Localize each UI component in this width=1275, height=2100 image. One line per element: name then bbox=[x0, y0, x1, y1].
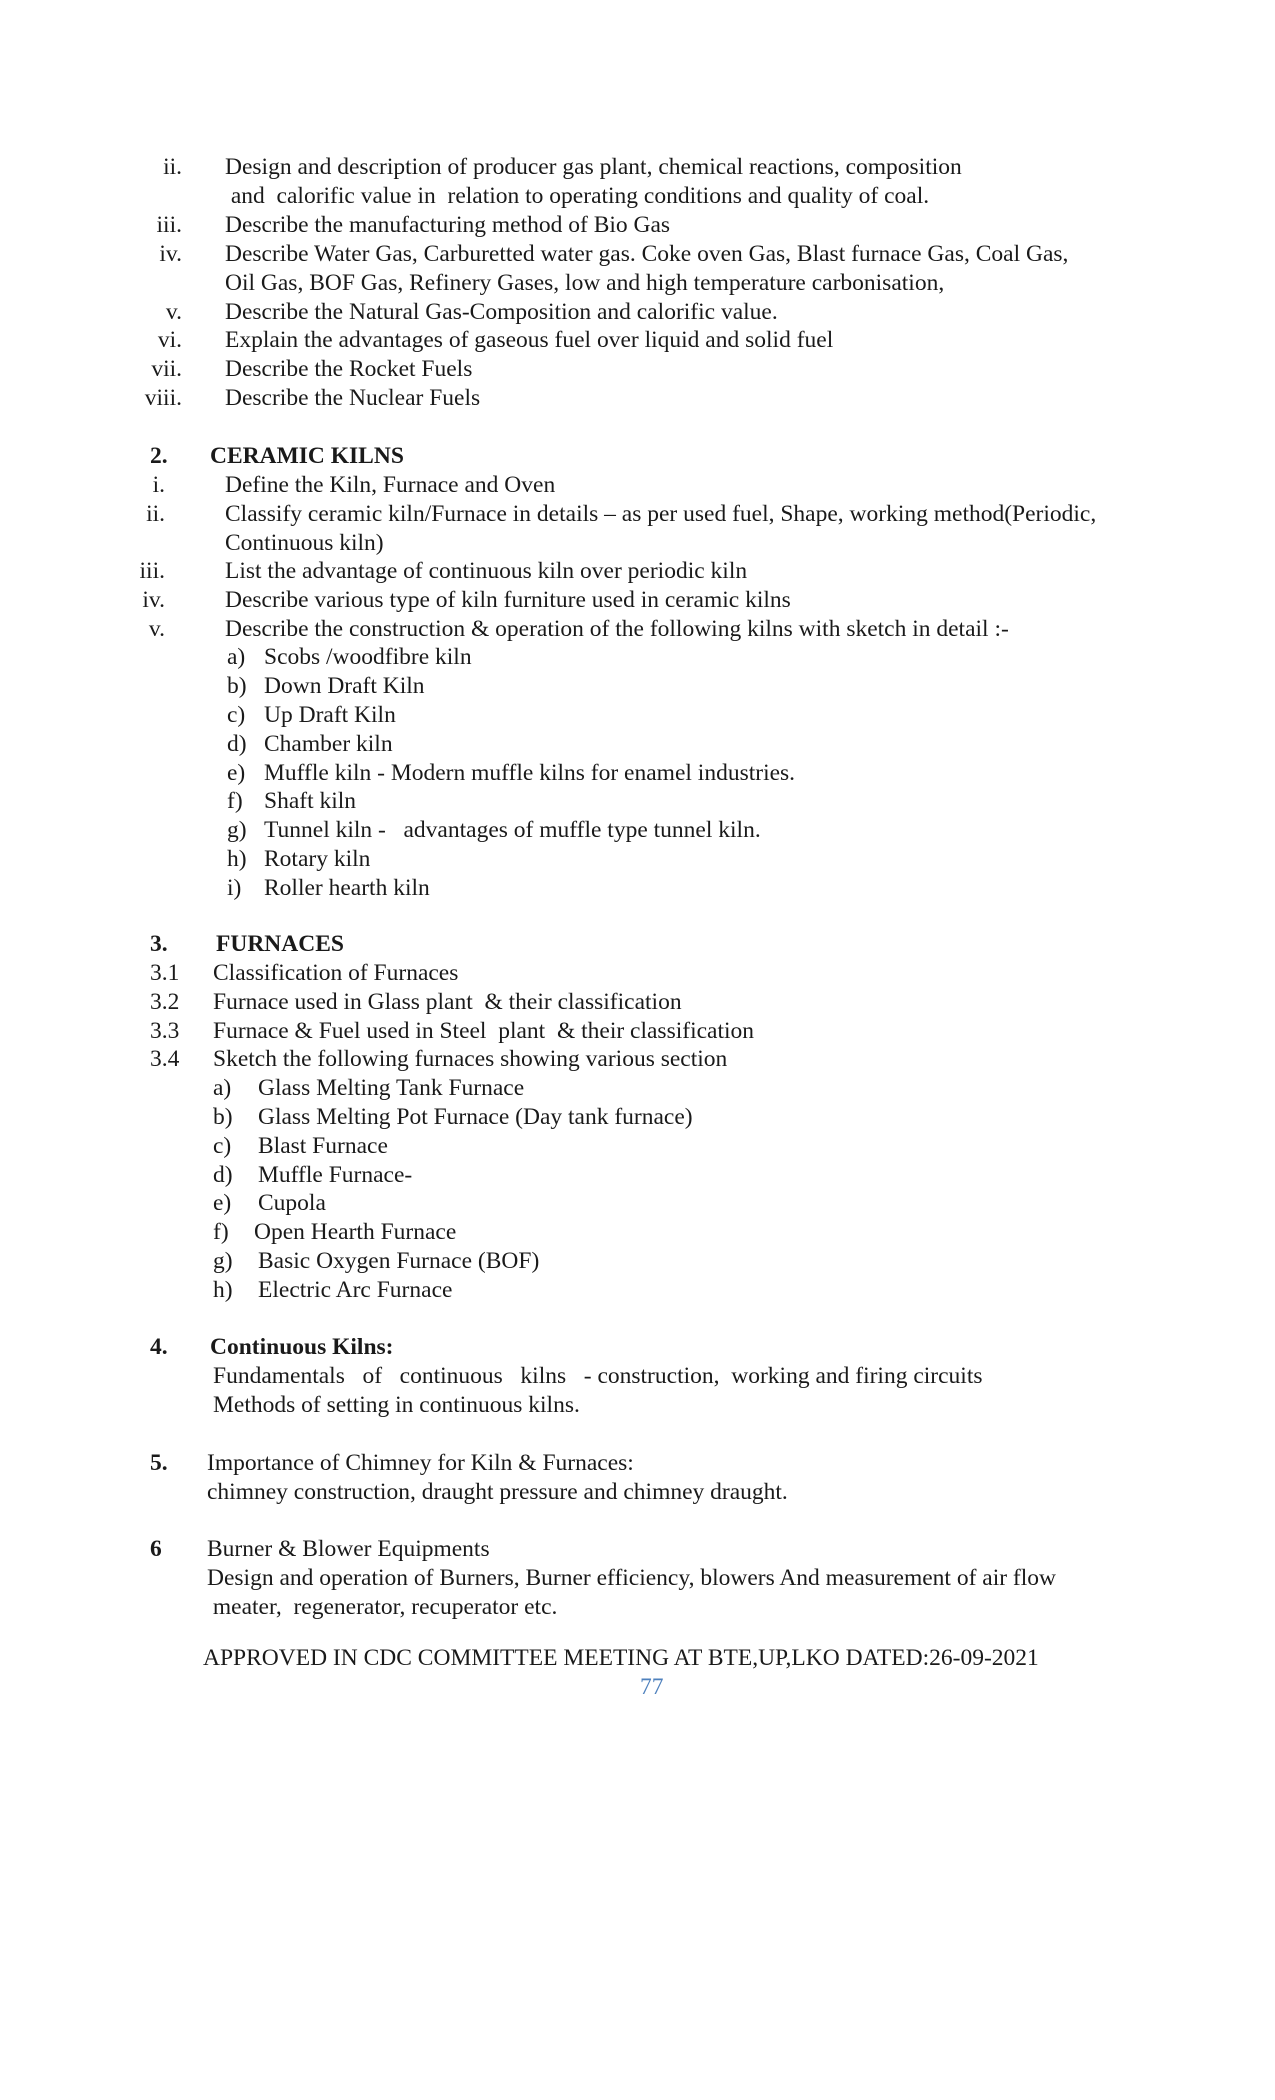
page-number: 77 bbox=[640, 1674, 664, 1700]
sub-item-text: Roller hearth kiln bbox=[264, 875, 430, 901]
section-body-text: chimney construction, draught pressure and chimney draught. bbox=[207, 1479, 788, 1505]
sub-item-label: e) bbox=[227, 760, 246, 786]
sub-item-label: g) bbox=[213, 1248, 233, 1274]
list-number: iv. bbox=[142, 587, 165, 613]
sub-item-text: Down Draft Kiln bbox=[264, 673, 425, 699]
list-number: 3.4 bbox=[150, 1046, 180, 1072]
sub-item-label: h) bbox=[213, 1277, 233, 1303]
sub-item-label: c) bbox=[227, 702, 246, 728]
list-number: v. bbox=[165, 299, 182, 325]
section-heading: Continuous Kilns: bbox=[210, 1334, 394, 1360]
sub-item-label: i) bbox=[227, 875, 242, 901]
section-number: 6 bbox=[150, 1536, 162, 1562]
list-item-text: Sketch the following furnaces showing various section bbox=[213, 1046, 728, 1072]
list-number: 3.3 bbox=[150, 1018, 180, 1044]
list-number: vi. bbox=[157, 327, 182, 353]
list-item-text: Describe various type of kiln furniture used in ceramic kilns bbox=[225, 587, 791, 613]
list-item-text: and calorific value in relation to operating conditions and quality of coal. bbox=[225, 183, 930, 209]
section-heading: FURNACES bbox=[216, 931, 344, 957]
list-item-text: Describe the Rocket Fuels bbox=[225, 356, 473, 382]
list-item-text: Describe the Natural Gas-Composition and calorific value. bbox=[225, 299, 778, 325]
section-body-text: Fundamentals of continuous kilns - construction, working and firing circuits bbox=[213, 1363, 983, 1389]
sub-item-label: b) bbox=[213, 1104, 233, 1130]
sub-item-text: Up Draft Kiln bbox=[264, 702, 396, 728]
sub-item-text: Shaft kiln bbox=[264, 788, 357, 814]
sub-item-label: d) bbox=[227, 731, 247, 757]
section-number: 4. bbox=[150, 1334, 168, 1360]
list-number: iii. bbox=[139, 558, 165, 584]
sub-item-text: Blast Furnace bbox=[258, 1133, 388, 1159]
list-item-text: Oil Gas, BOF Gas, Refinery Gases, low and high temperature carbonisation, bbox=[225, 270, 945, 296]
section-heading: CERAMIC KILNS bbox=[210, 443, 404, 469]
sub-item-text: Open Hearth Furnace bbox=[254, 1219, 457, 1245]
section-heading: Importance of Chimney for Kiln & Furnaces: bbox=[207, 1450, 634, 1476]
list-item-text: Furnace used in Glass plant & their classification bbox=[213, 989, 682, 1015]
list-number: 3.2 bbox=[150, 989, 180, 1015]
section-body-text: Methods of setting in continuous kilns. bbox=[213, 1392, 580, 1418]
sub-item-label: d) bbox=[213, 1162, 233, 1188]
sub-item-text: Muffle Furnace- bbox=[258, 1162, 413, 1188]
section-heading: Burner & Blower Equipments bbox=[207, 1536, 490, 1562]
sub-item-text: Glass Melting Tank Furnace bbox=[258, 1075, 525, 1101]
list-item-text: Explain the advantages of gaseous fuel over liquid and solid fuel bbox=[225, 327, 834, 353]
section-number: 3. bbox=[150, 931, 168, 957]
section-body-text: Design and operation of Burners, Burner efficiency, blowers And measurement of air flow bbox=[207, 1565, 1057, 1591]
list-item-text: Continuous kiln) bbox=[225, 530, 384, 556]
sub-item-text: Chamber kiln bbox=[264, 731, 393, 757]
list-number: iv. bbox=[159, 241, 182, 267]
list-item-text: Describe the manufacturing method of Bio Gas bbox=[225, 212, 671, 238]
sub-item-text: Muffle kiln - Modern muffle kilns for enamel industries. bbox=[264, 760, 796, 786]
list-number: 3.1 bbox=[150, 960, 180, 986]
sub-item-text: Electric Arc Furnace bbox=[258, 1277, 453, 1303]
sub-item-text: Rotary kiln bbox=[264, 846, 371, 872]
sub-item-text: Tunnel kiln - advantages of muffle type tunnel kiln. bbox=[264, 817, 761, 843]
list-number: vii. bbox=[151, 356, 182, 382]
section-number: 2. bbox=[150, 443, 168, 469]
list-number: viii. bbox=[144, 385, 182, 411]
sub-item-label: h) bbox=[227, 846, 247, 872]
sub-item-label: a) bbox=[227, 644, 246, 670]
section-number: 5. bbox=[150, 1450, 168, 1476]
sub-item-label: e) bbox=[213, 1190, 232, 1216]
list-item-text: List the advantage of continuous kiln over periodic kiln bbox=[225, 558, 748, 584]
list-item-text: Design and description of producer gas plant, chemical reactions, composition bbox=[225, 154, 962, 180]
list-item-text: Describe the Nuclear Fuels bbox=[225, 385, 481, 411]
list-item-text: Furnace & Fuel used in Steel plant & their classification bbox=[213, 1018, 755, 1044]
sub-item-text: Scobs /woodfibre kiln bbox=[264, 644, 472, 670]
list-item-text: Define the Kiln, Furnace and Oven bbox=[225, 472, 556, 498]
approval-footer: APPROVED IN CDC COMMITTEE MEETING AT BTE,UP,LKO DATED:26-09-2021 bbox=[203, 1645, 1039, 1671]
list-item-text: Classify ceramic kiln/Furnace in details – as per used fuel, Shape, working method(Periodic, bbox=[225, 501, 1097, 527]
list-item-text: Classification of Furnaces bbox=[213, 960, 459, 986]
list-number: v. bbox=[148, 616, 165, 642]
sub-item-label: c) bbox=[213, 1133, 232, 1159]
list-number: i. bbox=[152, 472, 165, 498]
sub-item-text: Cupola bbox=[258, 1190, 326, 1216]
sub-item-text: Glass Melting Pot Furnace (Day tank furnace) bbox=[258, 1104, 693, 1130]
sub-item-label: a) bbox=[213, 1075, 232, 1101]
sub-item-label: b) bbox=[227, 673, 247, 699]
sub-item-label: f) bbox=[227, 788, 243, 814]
sub-item-text: Basic Oxygen Furnace (BOF) bbox=[258, 1248, 540, 1274]
list-number: ii. bbox=[163, 154, 182, 180]
sub-item-label: f) bbox=[213, 1219, 229, 1245]
list-item-text: Describe the construction & operation of the following kilns with sketch in detail :- bbox=[225, 616, 1009, 642]
sub-item-label: g) bbox=[227, 817, 247, 843]
list-item-text: Describe Water Gas, Carburetted water gas. Coke oven Gas, Blast furnace Gas, Coal Gas, bbox=[225, 241, 1069, 267]
section-body-text: meater, regenerator, recuperator etc. bbox=[207, 1594, 558, 1620]
list-number: ii. bbox=[146, 501, 165, 527]
list-number: iii. bbox=[156, 212, 182, 238]
